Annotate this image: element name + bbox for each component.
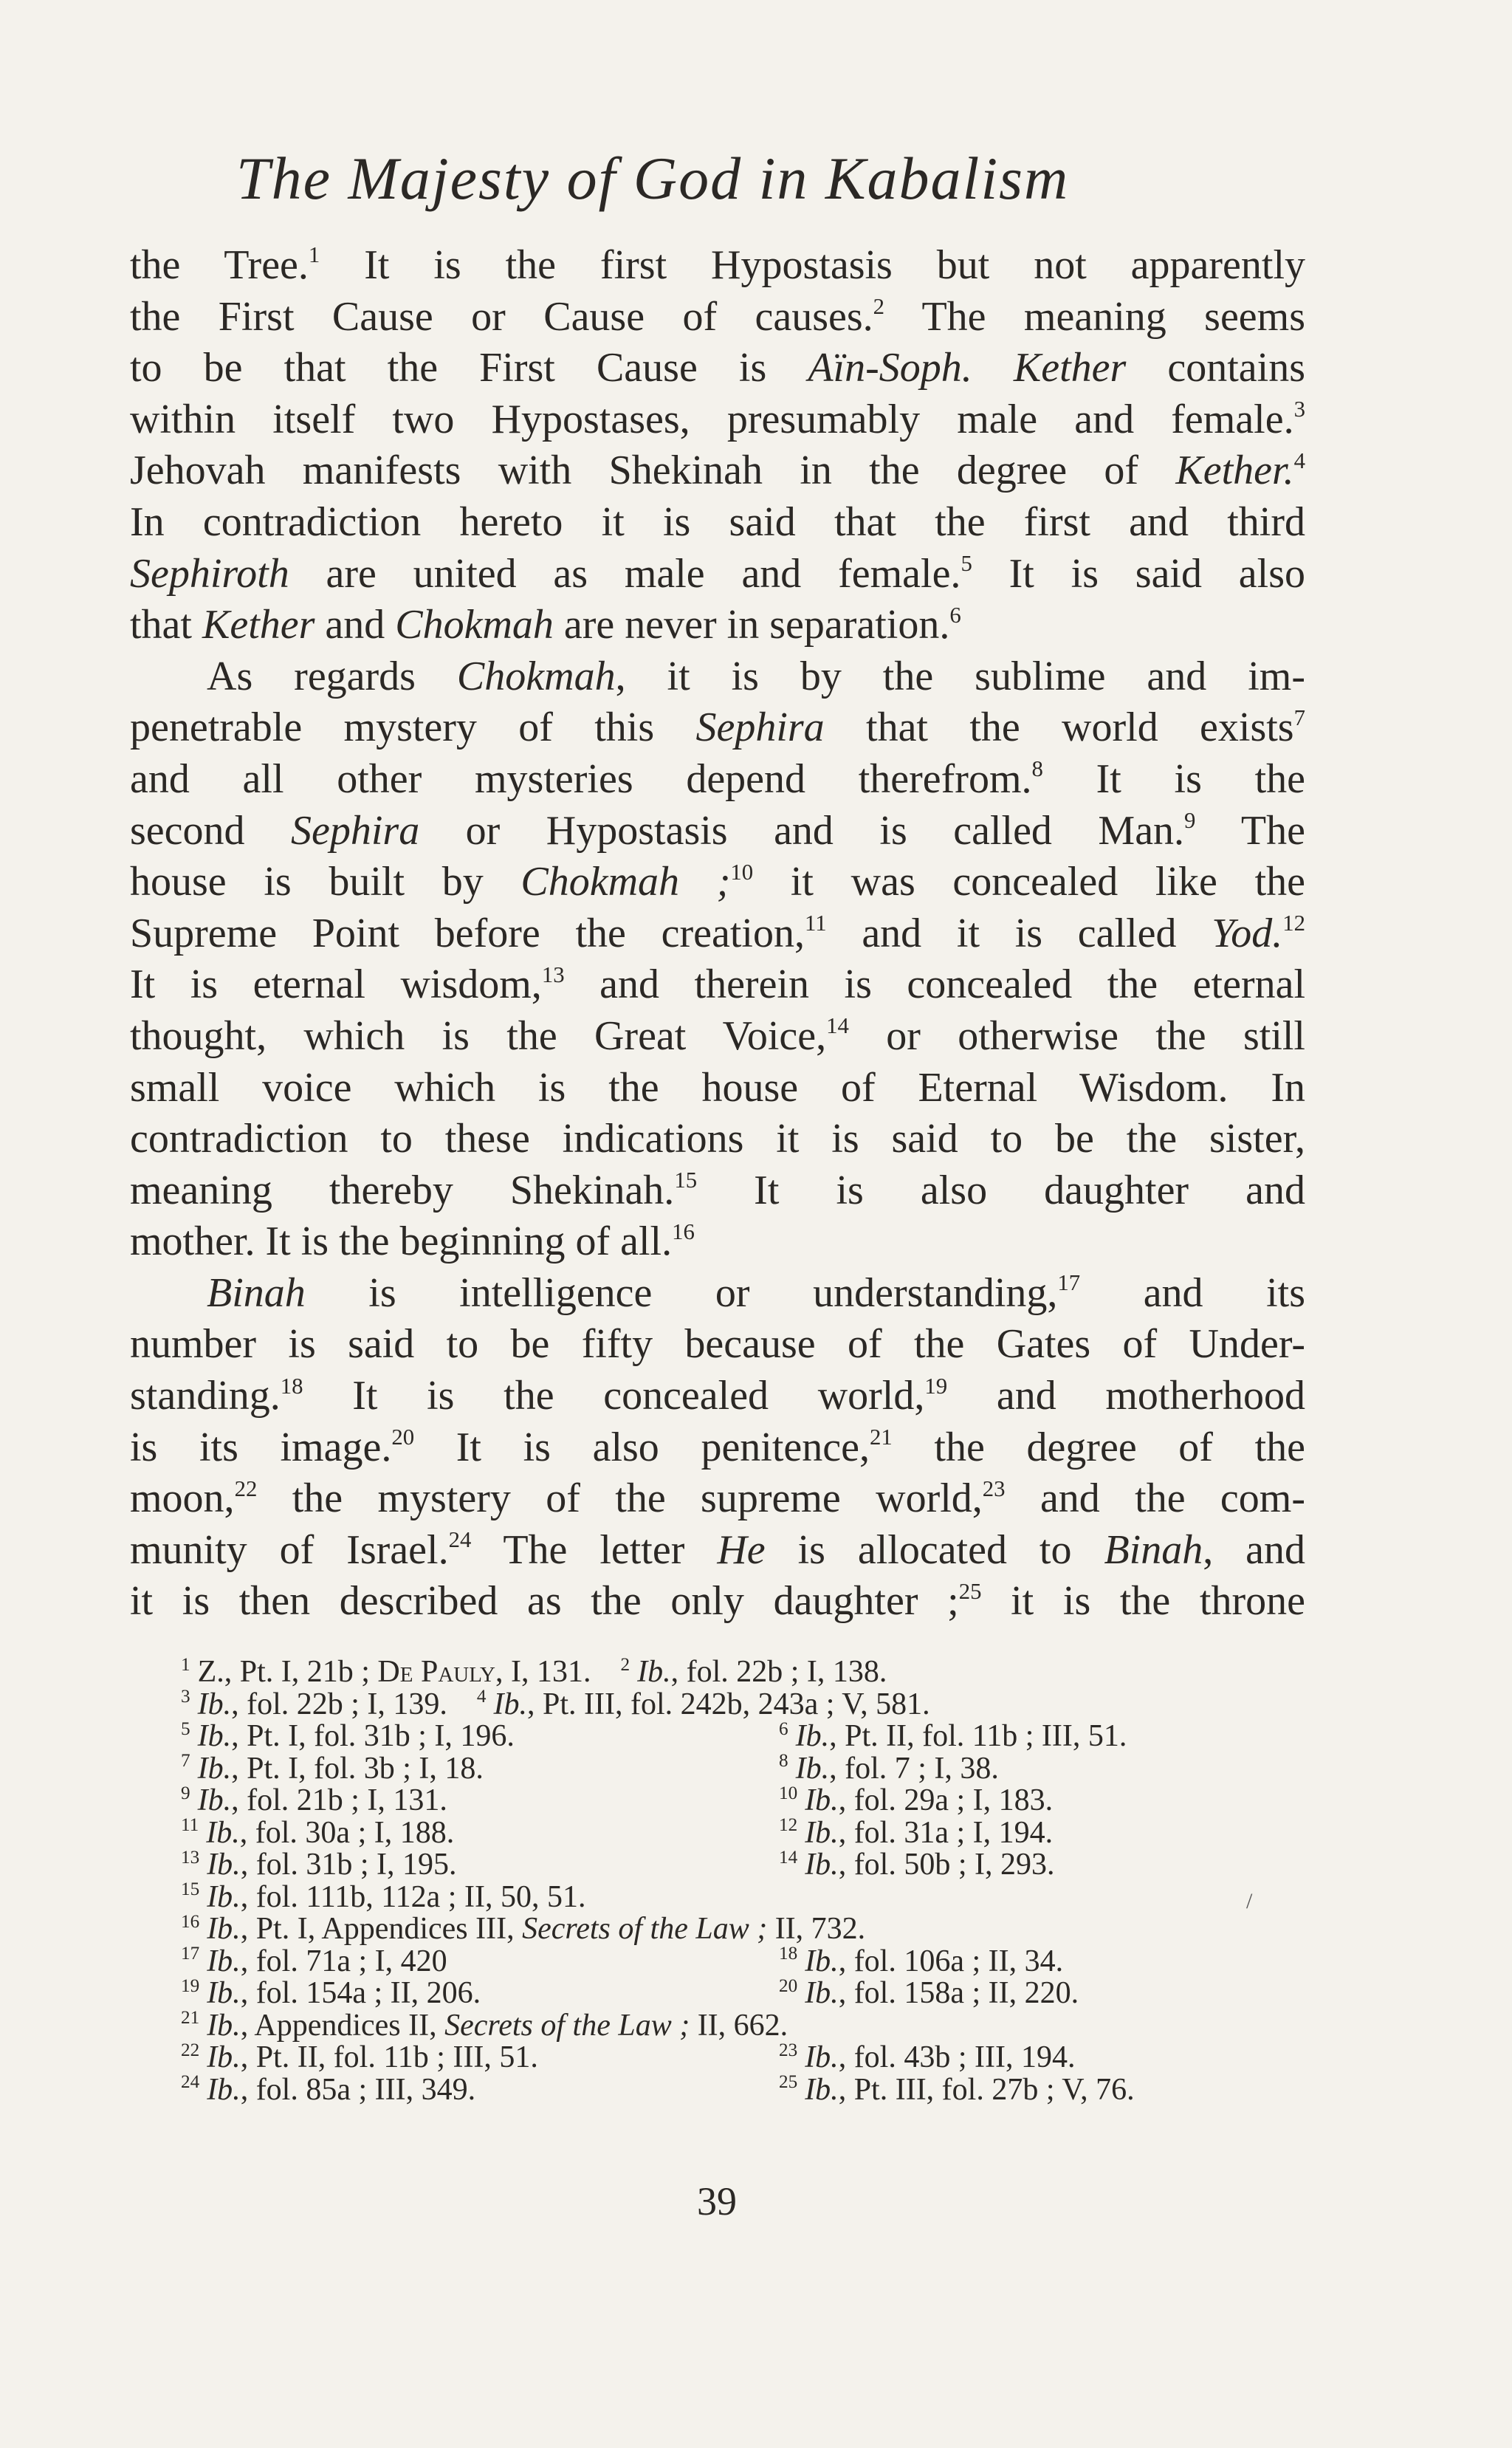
footnote: $^1$ Z., Pt. I, 21b ; De Pauly, I, 131. — [181, 1654, 591, 1689]
text-line: Jehovah manifests with Shekinah in the degree of Kether.$^4$ — [130, 448, 1305, 494]
footnote-row — [181, 1913, 1333, 1946]
text-line: standing.$^{18}$ It is the concealed world,$^{19}$ and motherhood — [130, 1373, 1305, 1419]
footnote: $^{18}$ Ib., fol. 106a ; II, 34. — [779, 1944, 1064, 1978]
text-line: penetrable mystery of this Sephira that the world exists$^7$ — [130, 704, 1305, 751]
text-line: It is eternal wisdom,$^{13}$ and therein is concealed the eternal — [130, 961, 1305, 1008]
footnote-row — [181, 2074, 1333, 2107]
footnote-row — [181, 1753, 1333, 1786]
text-line: moon,$^{22}$ the mystery of the supreme world,$^{23}$ and the com- — [130, 1475, 1305, 1522]
text-line: Binah is intelligence or understanding,$^{17}$ and its — [207, 1269, 1305, 1316]
text-line: Sephiroth are united as male and female.$^5$ It is said also — [130, 550, 1305, 597]
text-line: second Sephira or Hypostasis and is called Man.$^9$ The — [130, 807, 1305, 854]
footnote: $^7$ Ib., Pt. I, fol. 3b ; I, 18. — [181, 1751, 484, 1786]
running-header: The Majesty of God in Kabalism — [236, 145, 1070, 212]
footnote-row — [181, 2042, 1333, 2074]
footnote: $^{13}$ Ib., fol. 31b ; I, 195. — [181, 1847, 457, 1882]
footnote: $^4$ Ib., Pt. III, fol. 242b, 243a ; V, 581. — [476, 1687, 930, 1721]
text-line: the First Cause or Cause of causes.$^2$ The meaning seems — [130, 293, 1306, 340]
footnote: $^{19}$ Ib., fol. 154a ; II, 206. — [181, 1975, 481, 2010]
text-line: small voice which is the house of Eternal Wisdom. In — [130, 1064, 1305, 1111]
footnote: $^{25}$ Ib., Pt. III, fol. 27b ; V, 76. — [779, 2072, 1135, 2107]
text-line: house is built by Chokmah ;$^{10}$ it was concealed like the — [130, 859, 1305, 905]
text-line: mother. It is the beginning of all.$^{16}$ — [130, 1218, 695, 1265]
stray-mark: / — [1246, 1889, 1253, 1913]
footnote-row — [181, 1849, 1333, 1882]
page-number: 39 — [697, 2179, 737, 2224]
footnote: $^3$ Ib., fol. 22b ; I, 139. — [181, 1687, 447, 1721]
footnote-row — [181, 1785, 1333, 1817]
footnote-row — [181, 1689, 1333, 1721]
footnote-row — [181, 1817, 1333, 1850]
text-line: that Kether and Chokmah are never in separation.$^6$ — [130, 602, 961, 648]
footnote: $^{16}$ Ib., Pt. I, Appendices III, Secrets of the Law ; II, 732. — [181, 1911, 866, 1946]
footnote: $^{20}$ Ib., fol. 158a ; II, 220. — [779, 1975, 1079, 2010]
body-text — [130, 240, 1305, 1628]
footnote-row — [181, 2010, 1333, 2043]
footnote: $^{11}$ Ib., fol. 30a ; I, 188. — [181, 1815, 455, 1850]
text-line: Supreme Point before the creation,$^{11}$ and it is called Yod.$^{12}$ — [130, 910, 1306, 956]
footnote-row — [181, 1879, 1333, 1914]
footnote: $^6$ Ib., Pt. II, fol. 11b ; III, 51. — [779, 1718, 1127, 1753]
footnote: $^{15}$ Ib., fol. 111b, 112a ; II, 50, 51. — [181, 1879, 586, 1914]
footnote-row — [181, 1656, 1333, 1689]
text-line: As regards Chokmah, it is by the sublime and im- — [207, 653, 1305, 699]
text-line: thought, which is the Great Voice,$^{14}$ or otherwise the still — [130, 1012, 1305, 1059]
text-line: and all other mysteries depend therefrom.$^8$ It is the — [130, 755, 1305, 802]
footnote: $^{23}$ Ib., fol. 43b ; III, 194. — [779, 2040, 1076, 2074]
footnote: $^5$ Ib., Pt. I, fol. 31b ; I, 196. — [181, 1718, 515, 1753]
text-line: within itself two Hypostases, presumably male and female.$^3$ — [130, 396, 1305, 442]
text-line: meaning thereby Shekinah.$^{15}$ It is also daughter and — [130, 1167, 1305, 1213]
footnotes — [181, 1656, 1333, 2106]
text-line: to be that the First Cause is Aïn-Soph. Kether contains — [130, 345, 1305, 391]
footnote: $^{24}$ Ib., fol. 85a ; III, 349. — [181, 2072, 476, 2107]
footnote: $^2$ Ib., fol. 22b ; I, 138. — [620, 1654, 887, 1689]
footnote: $^{17}$ Ib., fol. 71a ; I, 420 — [181, 1944, 447, 1978]
text-line: it is then described as the only daughter ;$^{25}$ it is the throne — [130, 1578, 1305, 1625]
footnote: $^9$ Ib., fol. 21b ; I, 131. — [181, 1783, 447, 1817]
text-line: In contradiction hereto it is said that the first and third — [130, 498, 1305, 545]
footnote-row — [181, 1946, 1333, 1978]
text-line: is its image.$^{20}$ It is also penitence,$^{21}$ the degree of the — [130, 1424, 1305, 1470]
text-line: number is said to be fifty because of the Gates of Under- — [130, 1321, 1305, 1368]
footnote: $^{12}$ Ib., fol. 31a ; I, 194. — [779, 1815, 1054, 1850]
footnote: $^{10}$ Ib., fol. 29a ; I, 183. — [779, 1783, 1054, 1817]
text-line: the Tree.$^1$ It is the first Hypostasis but not apparently — [130, 242, 1306, 288]
text-line: munity of Israel.$^{24}$ The letter He is allocated to Binah, and — [130, 1526, 1306, 1573]
text-line: contradiction to these indications it is said to be the sister, — [130, 1116, 1305, 1162]
footnote: $^{21}$ Ib., Appendices II, Secrets of the Law ; II, 662. — [181, 2008, 788, 2043]
footnote: $^8$ Ib., fol. 7 ; I, 38. — [779, 1751, 999, 1786]
footnote: $^{14}$ Ib., fol. 50b ; I, 293. — [779, 1847, 1055, 1882]
footnote-row — [181, 1975, 1333, 2010]
footnote-row — [181, 1718, 1333, 1753]
footnote: $^{22}$ Ib., Pt. II, fol. 11b ; III, 51. — [181, 2040, 538, 2074]
